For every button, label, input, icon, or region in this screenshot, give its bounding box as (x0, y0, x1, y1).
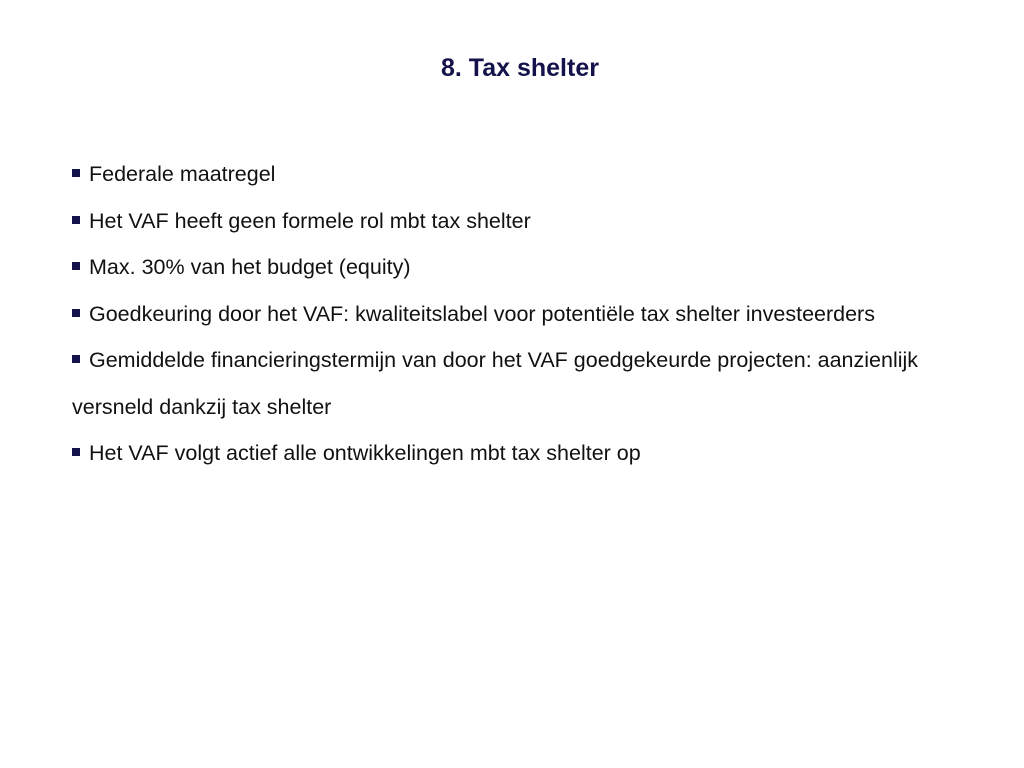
bullet-text: Goedkeuring door het VAF: kwaliteitslabel voor potentiële tax shelter investeerders (89, 301, 875, 326)
bullet-list (72, 151, 972, 477)
bullet-item (72, 198, 972, 245)
square-bullet-icon (72, 262, 80, 270)
bullet-text: Gemiddelde financieringstermijn van door het VAF goedgekeurde projecten: aanzienlijk versneld dankzij tax shelter (72, 348, 919, 419)
square-bullet-icon (72, 448, 80, 456)
slide-title: 8. Tax shelter (441, 54, 599, 82)
bullet-item (72, 337, 972, 430)
bullet-item (72, 151, 972, 198)
bullet-text: Het VAF volgt actief alle ontwikkelingen mbt tax shelter op (89, 441, 641, 465)
bullet-text: Federale maatregel (89, 162, 276, 186)
square-bullet-icon (72, 216, 80, 224)
bullet-text: Max. 30% van het budget (equity) (89, 255, 411, 279)
bullet-item (72, 430, 972, 477)
square-bullet-icon (72, 309, 80, 317)
bullet-text: Het VAF heeft geen formele rol mbt tax shelter (89, 208, 531, 233)
square-bullet-icon (72, 355, 80, 363)
square-bullet-icon (72, 169, 80, 177)
bullet-item (72, 291, 972, 338)
bullet-item (72, 244, 972, 291)
